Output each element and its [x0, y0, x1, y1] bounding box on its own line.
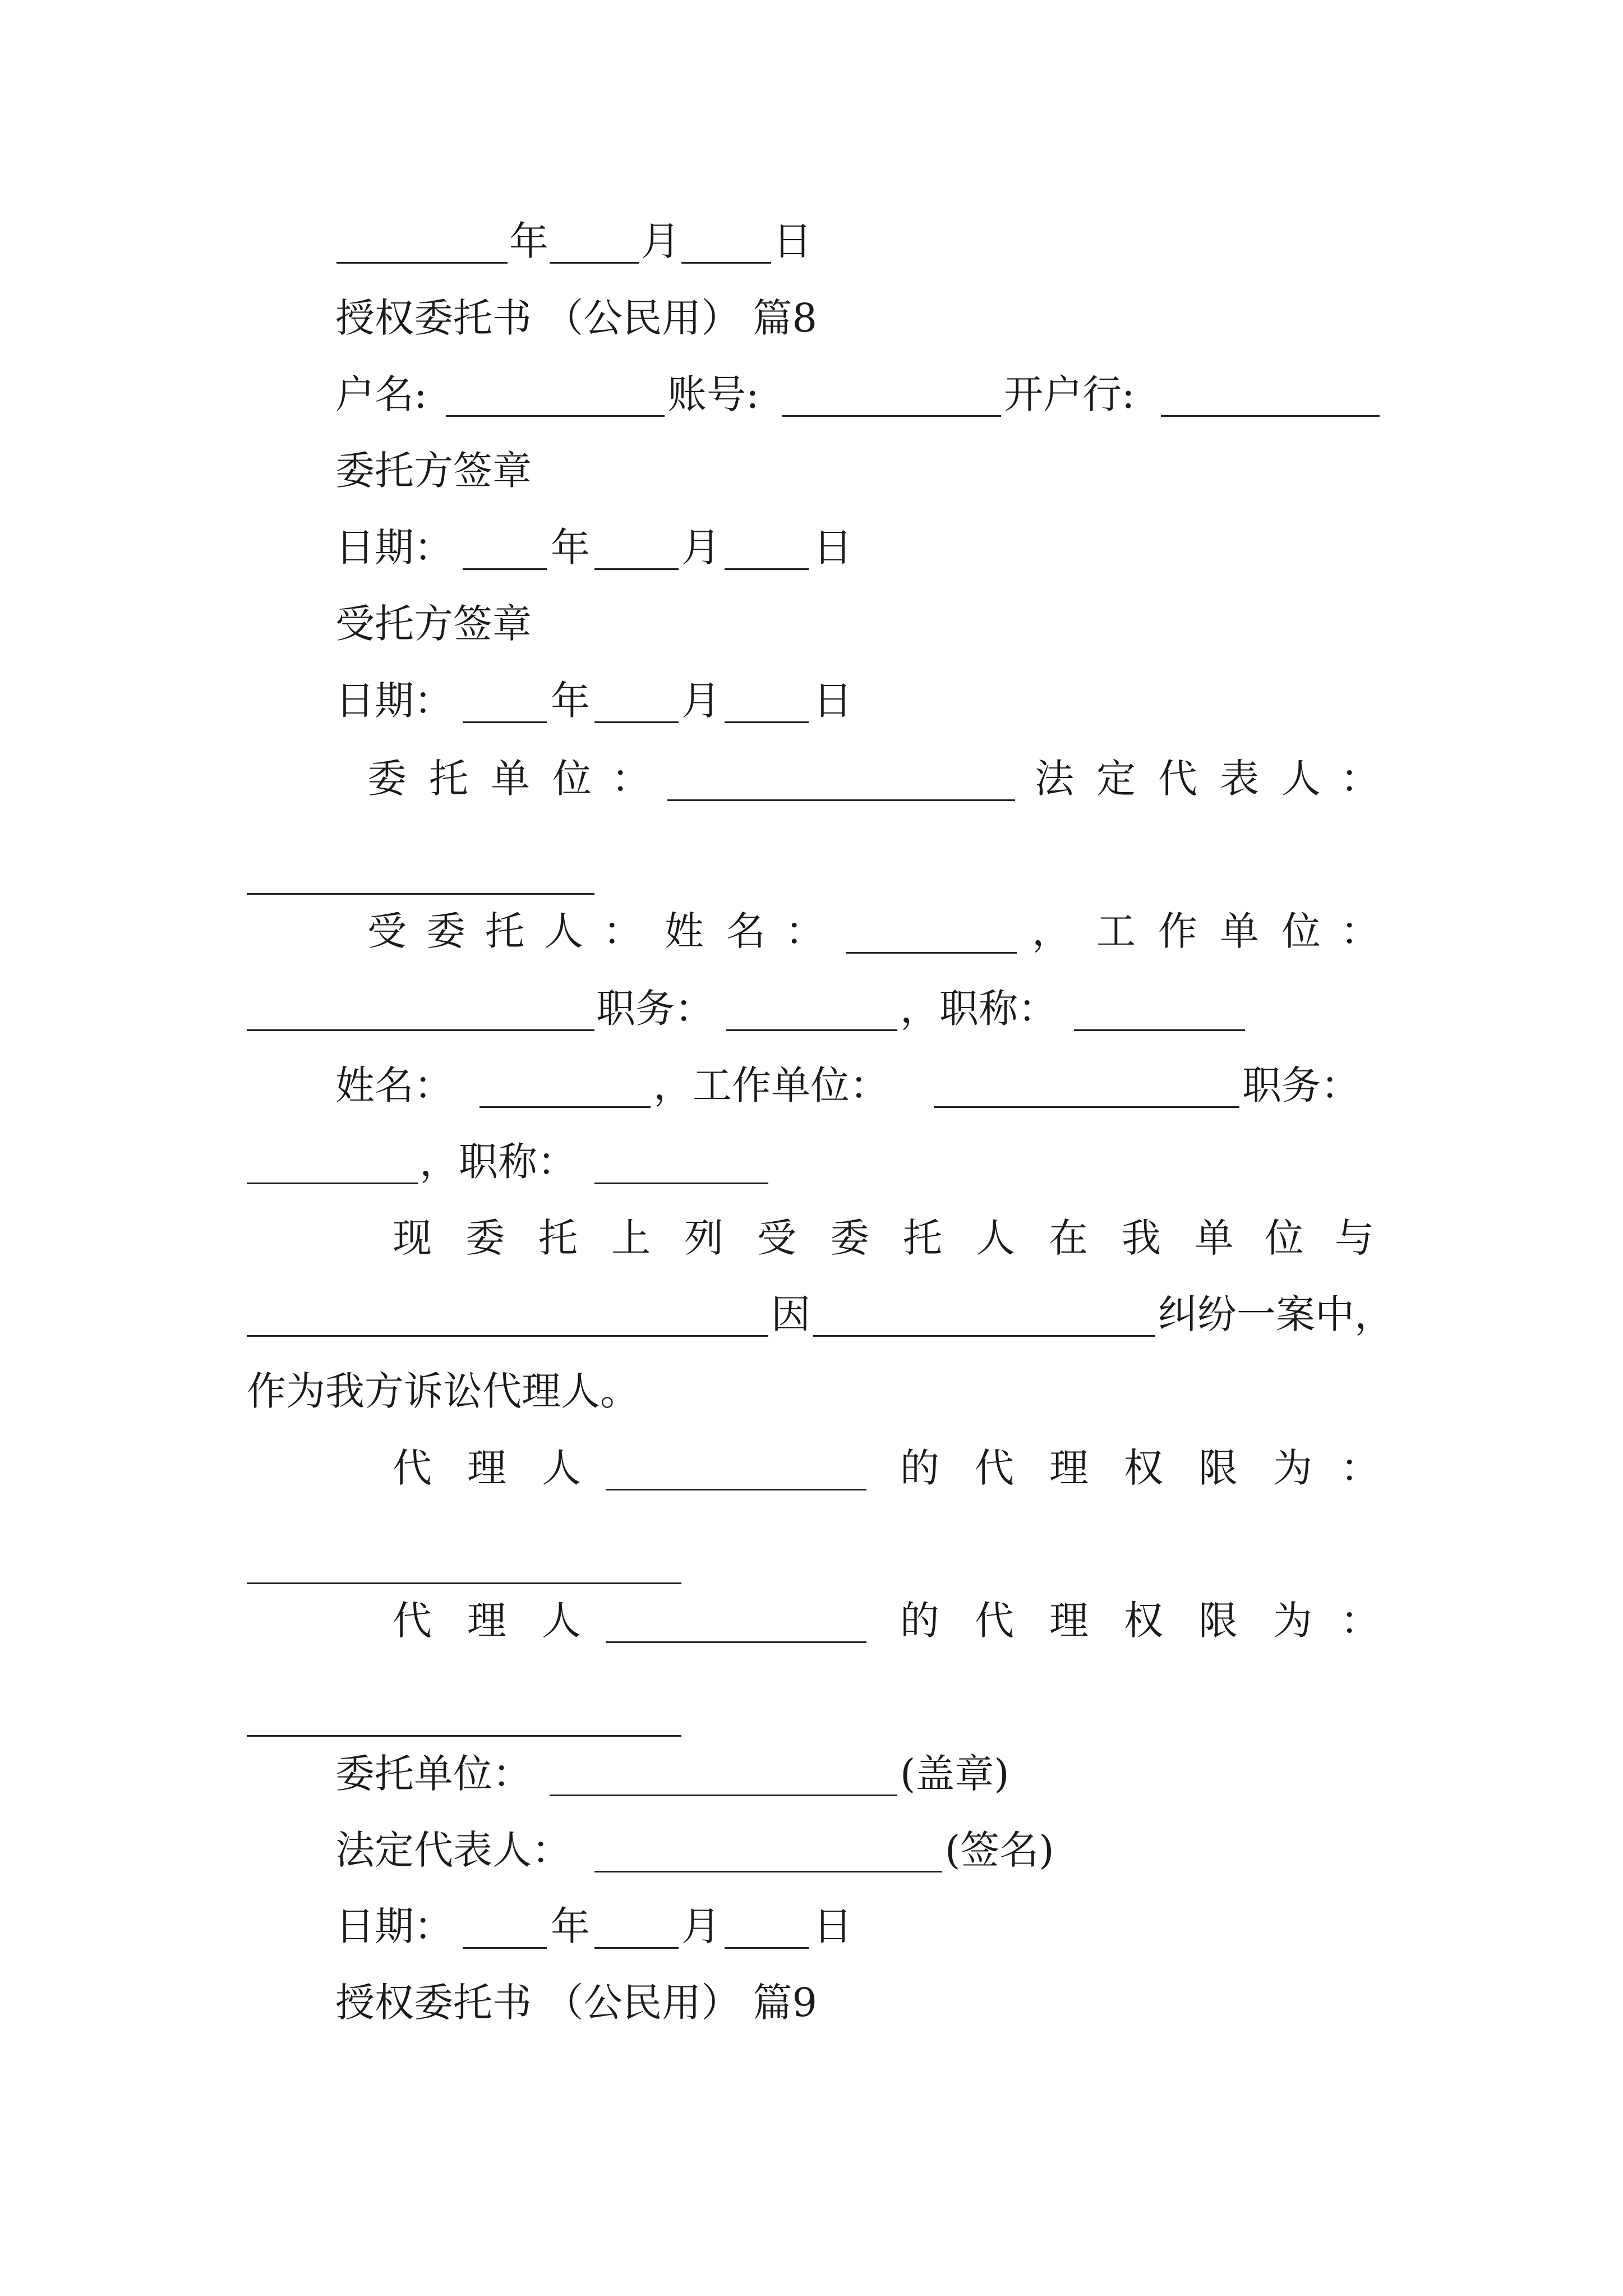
blank-legal-rep	[594, 1811, 942, 1889]
char: 人	[542, 1598, 581, 1644]
char: 法	[1035, 756, 1074, 802]
char: ：	[603, 908, 642, 954]
account-number-label: 账号:	[667, 371, 759, 417]
title-label: ，职称：	[900, 986, 1057, 1032]
date-line-top	[0, 202, 1623, 280]
month-label: 月	[681, 524, 721, 570]
char: 名	[726, 908, 766, 954]
month-label: 月	[681, 678, 721, 724]
blank-position	[247, 1122, 418, 1201]
blank-position	[726, 969, 897, 1048]
char: 位	[1281, 908, 1321, 954]
blank-agent-name	[846, 892, 1017, 970]
legal-rep-sign-line	[0, 1811, 1623, 1889]
char: 作	[1158, 908, 1197, 954]
char: 人	[542, 1445, 581, 1491]
char: 我	[1122, 1215, 1161, 1261]
char: 托	[903, 1215, 942, 1261]
date-line-2	[0, 661, 1623, 740]
sign-note: (签名)	[945, 1827, 1054, 1873]
char: 的	[900, 1598, 939, 1644]
blank-title	[594, 1122, 768, 1201]
char: ：	[611, 756, 651, 802]
char: ：	[1340, 1445, 1380, 1491]
agent2-line	[0, 1046, 1623, 1125]
char: 的	[900, 1445, 939, 1491]
char: 权	[1124, 1598, 1163, 1644]
char: 人	[976, 1215, 1015, 1261]
agent-seal-line	[0, 585, 1623, 663]
char: 委	[426, 908, 465, 954]
char: 在	[1049, 1215, 1088, 1261]
date-label: 日期：	[335, 1903, 453, 1949]
char: ，	[1032, 908, 1071, 954]
blank-year	[463, 1887, 547, 1966]
char: 单	[491, 756, 530, 802]
cause-label: 因	[771, 1291, 810, 1337]
char: 位	[552, 756, 592, 802]
month-label: 月	[681, 1903, 721, 1949]
blank-title	[1074, 969, 1245, 1048]
mandate-line-3	[0, 1352, 1623, 1430]
char: 受	[757, 1215, 796, 1261]
char: 与	[1335, 1215, 1374, 1261]
position-label: 职务：	[596, 986, 714, 1032]
year-label: 年	[509, 218, 548, 264]
char: 理	[1049, 1598, 1089, 1644]
blank-day	[725, 661, 809, 740]
char: 上	[611, 1215, 651, 1261]
blank-agent	[606, 1581, 866, 1660]
char: 姓	[665, 908, 704, 954]
blank-month	[594, 508, 679, 587]
date-label: 日期：	[335, 678, 453, 724]
blank-account-name	[446, 355, 665, 434]
char: 委	[830, 1215, 869, 1261]
char: 定	[1096, 756, 1136, 802]
account-line	[0, 355, 1623, 434]
day-label: 日	[813, 678, 852, 724]
principal-seal-line	[0, 431, 1623, 510]
char: 为	[1273, 1598, 1312, 1644]
char: 代	[975, 1598, 1014, 1644]
char: 委	[465, 1215, 505, 1261]
char: 位	[1265, 1215, 1304, 1261]
name-label: 姓名：	[335, 1062, 453, 1108]
char: 代	[393, 1445, 432, 1491]
blank-account-number	[782, 355, 1001, 434]
blank-entrusting-unit	[667, 739, 1015, 818]
char: 表	[1220, 756, 1259, 802]
date-line-1	[0, 508, 1623, 587]
agent-line	[0, 892, 1623, 970]
blank-day	[725, 1887, 809, 1966]
agent-seal-text: 受托方签章	[335, 601, 532, 647]
title-8-text: 授权委托书 （公民用） 篇8	[335, 295, 818, 341]
litigation-agent-text: 作为我方诉讼代理人。	[247, 1368, 639, 1414]
dispute-text: 纠纷一案中，	[1158, 1291, 1394, 1337]
blank-opposing-party	[247, 1275, 768, 1354]
blank-year	[463, 661, 547, 740]
char: 理	[467, 1598, 506, 1644]
char: 托	[485, 908, 524, 954]
char: 列	[684, 1215, 723, 1261]
unit-seal-line	[0, 1734, 1623, 1813]
blank-work-unit	[934, 1046, 1239, 1125]
day-label: 日	[773, 218, 812, 264]
char: 托	[429, 756, 468, 802]
blank-month	[550, 202, 639, 280]
char: ：	[1340, 908, 1380, 954]
char: ：	[1340, 1598, 1380, 1644]
blank-agent	[606, 1429, 866, 1507]
char: 单	[1220, 908, 1259, 954]
agent-authority-line-2	[0, 1581, 1623, 1660]
date-label: 日期：	[335, 524, 453, 570]
day-label: 日	[813, 1903, 852, 1949]
char: 权	[1124, 1445, 1163, 1491]
blank-month	[594, 1887, 679, 1966]
year-label: 年	[551, 678, 590, 724]
agent-line-2	[0, 969, 1623, 1048]
char: 人	[544, 908, 583, 954]
char: 托	[538, 1215, 578, 1261]
account-name-label: 户名:	[335, 371, 427, 417]
char: ：	[785, 908, 824, 954]
char: 代	[975, 1445, 1014, 1491]
char: 限	[1198, 1445, 1238, 1491]
date-line-3	[0, 1887, 1623, 1966]
char: 现	[393, 1215, 432, 1261]
mandate-line-2	[0, 1275, 1623, 1354]
blank-year	[336, 202, 508, 280]
blank-year	[463, 508, 547, 587]
entrusting-unit-line	[0, 739, 1623, 818]
month-label: 月	[641, 218, 680, 264]
blank-bank	[1161, 355, 1380, 434]
blank-name	[479, 1046, 651, 1125]
position-label: 职务：	[1242, 1062, 1360, 1108]
entrusting-unit-label: 委托单位：	[335, 1751, 532, 1797]
blank-day	[725, 508, 809, 587]
legal-rep-label: 法定代表人：	[335, 1827, 571, 1873]
section-title-8	[0, 279, 1623, 357]
day-label: 日	[813, 524, 852, 570]
char: 代	[1158, 756, 1197, 802]
year-label: 年	[551, 524, 590, 570]
blank-month	[594, 661, 679, 740]
char: 限	[1198, 1598, 1238, 1644]
principal-seal-text: 委托方签章	[335, 448, 532, 494]
bank-label: 开户行:	[1004, 371, 1135, 417]
char: 人	[1281, 756, 1321, 802]
char: 单	[1195, 1215, 1234, 1261]
char: ：	[1340, 756, 1380, 802]
char: 工	[1096, 908, 1136, 954]
char: 代	[393, 1598, 432, 1644]
seal-note: (盖章)	[900, 1751, 1009, 1797]
year-label: 年	[551, 1903, 590, 1949]
blank-entrusting-unit	[550, 1734, 897, 1813]
agent-authority-line-1	[0, 1429, 1623, 1507]
mandate-line	[0, 1199, 1623, 1277]
agent2-line-2	[0, 1122, 1623, 1201]
char: 委	[367, 756, 407, 802]
title-9-text: 授权委托书 （公民用） 篇9	[335, 1980, 818, 2026]
char: 理	[467, 1445, 506, 1491]
section-title-9	[0, 1963, 1623, 2042]
char: 受	[367, 908, 407, 954]
blank-work-unit	[247, 969, 594, 1048]
blank-day	[681, 202, 771, 280]
title-label: ，职称：	[419, 1139, 577, 1185]
char: 为	[1273, 1445, 1312, 1491]
char: 理	[1049, 1445, 1089, 1491]
blank-dispute	[813, 1275, 1155, 1354]
work-unit-label: ，工作单位：	[653, 1062, 889, 1108]
